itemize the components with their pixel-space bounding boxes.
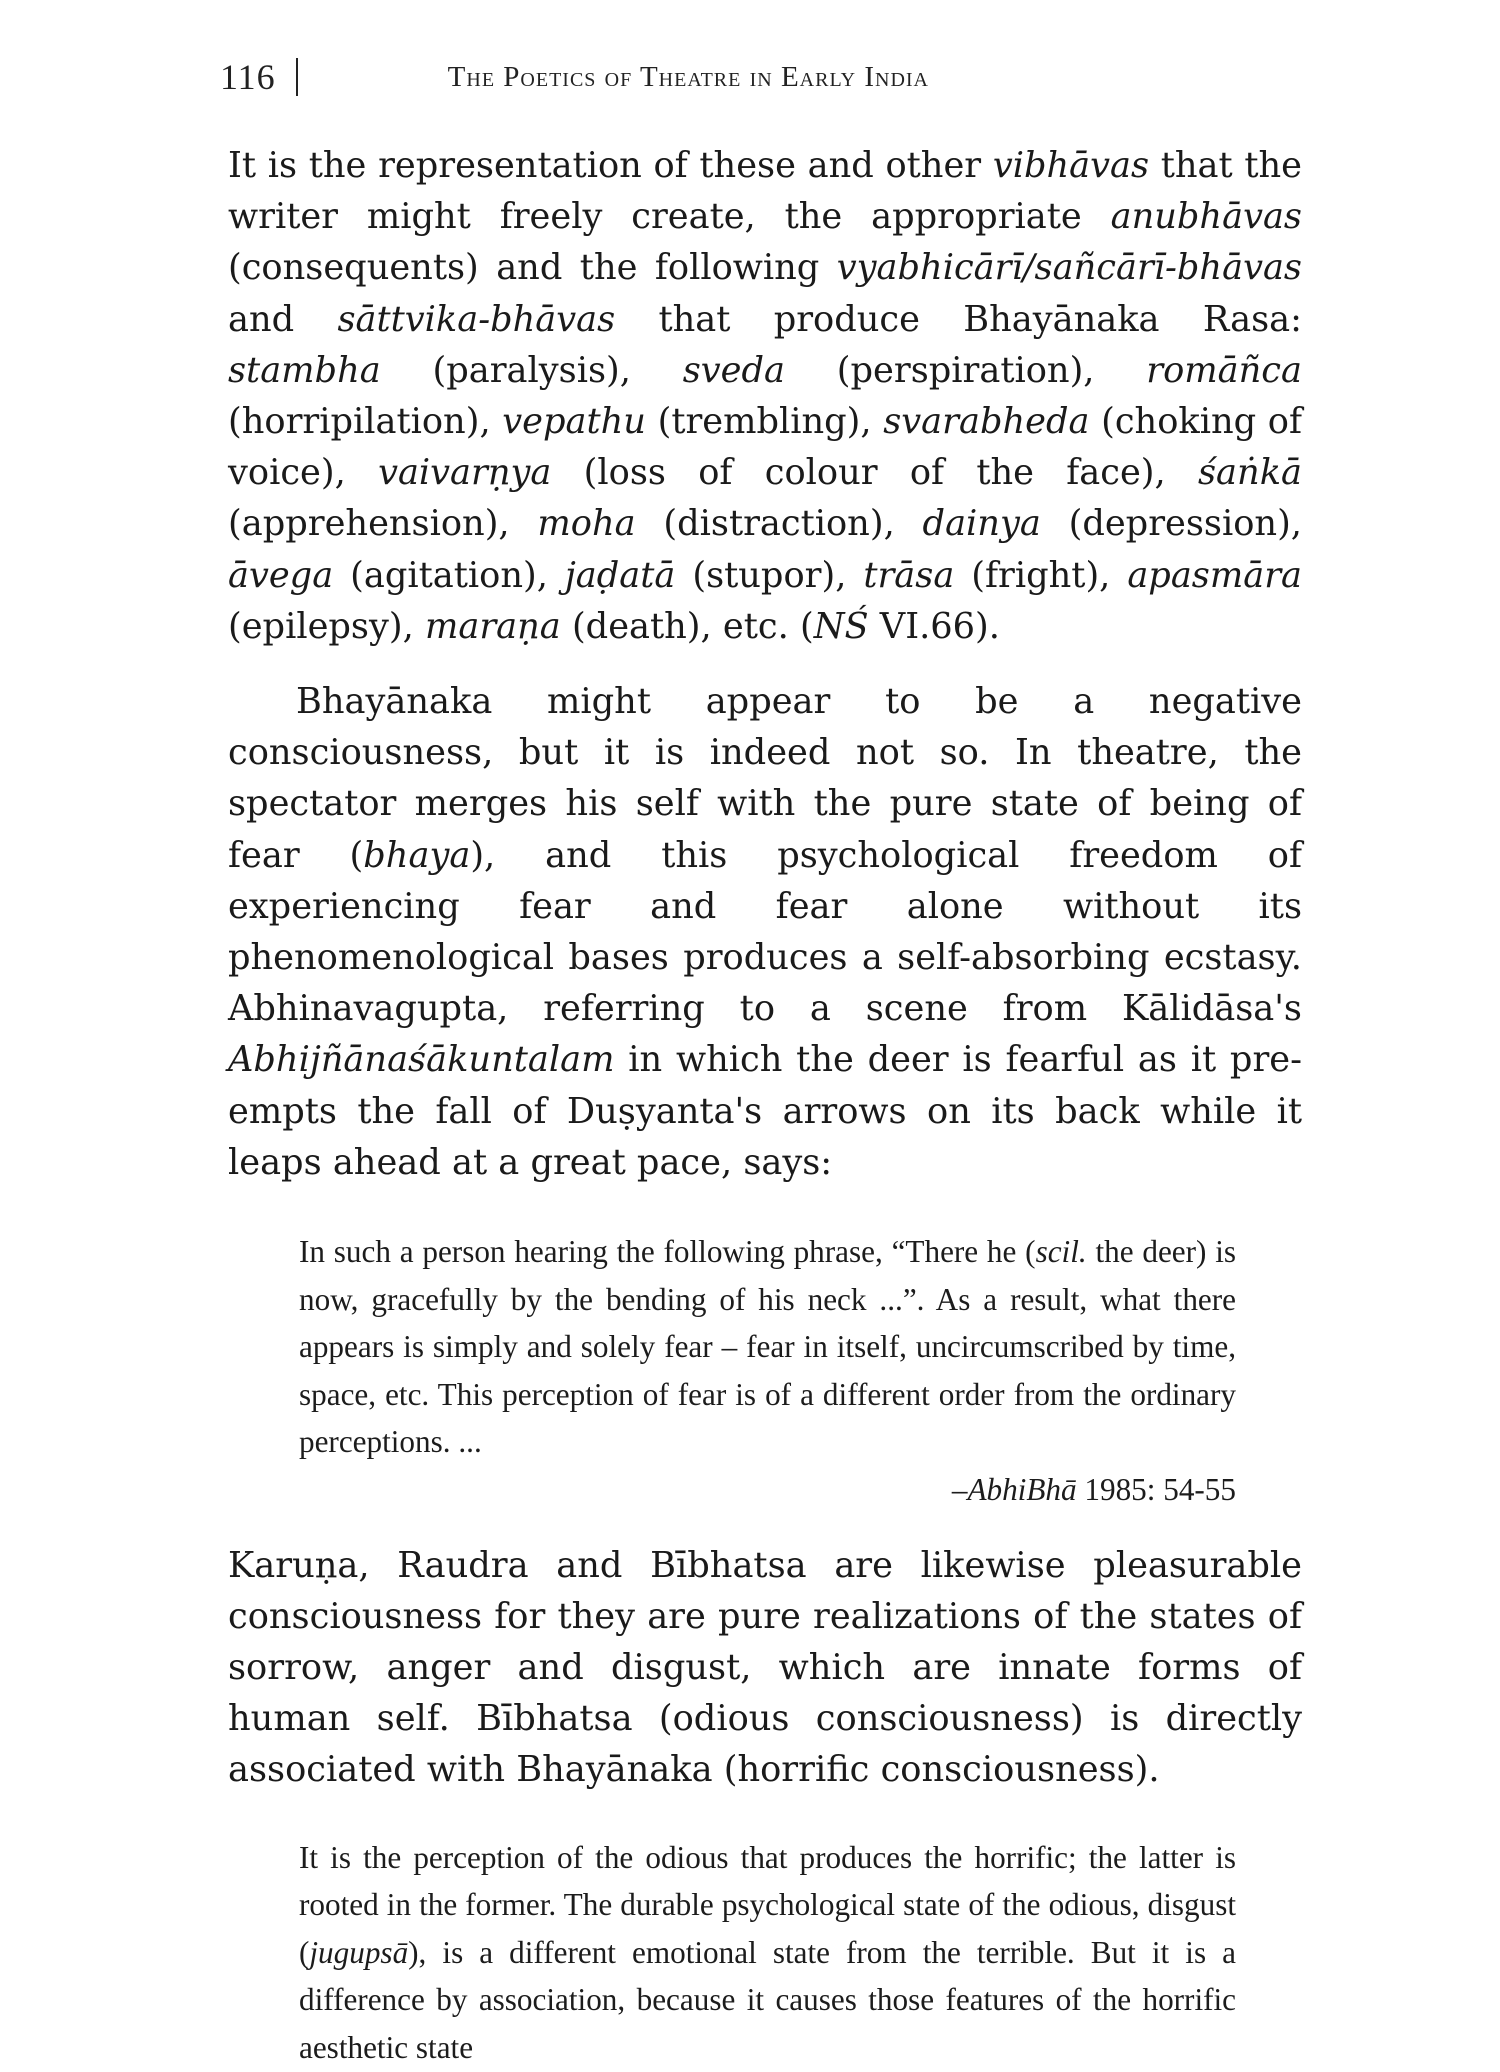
paragraph-1: It is the representation of these and other vibhāvas that the writer might freely create, the appropriate anubhāvas (consequents) and the following vyabhicārī/sañcārī-bhāvas and sāttvika-bhāvas that produce Bhayānaka Rasa: stambha (paralysis), sveda (perspiration), romāñca (horripilation), vepathu (trembling), svarabheda (choking of voice), vaivarṇya (loss of colour of the face), śaṅkā (apprehension), moha (distraction), dainya (depression), āvega (agitation), jaḍatā (stupor), trāsa (fright), apasmāra (epilepsy), maraṇa (death), etc. (NŚ VI.66). bbox=[228, 145, 1303, 647]
page-number: 116 bbox=[220, 57, 276, 97]
running-head bbox=[220, 52, 1320, 102]
paragraph-2: Bhayānaka might appear to be a negative consciousness, but it is indeed not so. In theatre, the spectator merges his self with the pure state of being of fear (bhaya), and this psychological freedom of experiencing fear and fear alone without its phenomenological bases produces a self-absorbing ecstasy. Abhinavagupta, referring to a scene from Kālidāsa's Abhijñānaśākuntalam in which the deer is fearful as it pre-empts the fall of Duṣyanta's arrows on its back while it leaps ahead at a great pace, says: bbox=[228, 681, 1302, 1183]
block-quote-1-text: In such a person hearing the following phrase, “There he (scil. the deer) is now, gracefully by the bending of his neck ...”. As a result, what there appears is simply and solely fear – fear in itself, uncircumscribed by time, space, etc. This perception of fear is of a different order from the ordinary perceptions. ... bbox=[299, 1234, 1237, 1460]
header-divider bbox=[296, 58, 298, 96]
book-title: The Poetics of Theatre in Early India bbox=[447, 60, 929, 93]
body-text bbox=[228, 140, 1302, 2072]
paragraph-3: Karuṇa, Raudra and Bībhatsa are likewise pleasurable consciousness for they are pure realizations of the states of sorrow, anger and disgust, which are innate forms of human self. Bībhatsa (odious consciousness) is directly associated with Bhayānaka (horrific consciousness). bbox=[228, 1544, 1302, 1791]
block-quote-2 bbox=[299, 1834, 1236, 2072]
block-quote-2-text: It is the perception of the odious that produces the horrific; the latter is rooted in the former. The durable psychological state of the odious, disgust (jugupsā), is a different emotional state from the terrible. But it is a difference by association, because it causes those features of the horrific aesthetic state bbox=[299, 1839, 1236, 2066]
block-quote-1-source: –AbhiBhā 1985: 54-55 bbox=[951, 1472, 1236, 1508]
block-quote-1 bbox=[299, 1228, 1236, 1514]
